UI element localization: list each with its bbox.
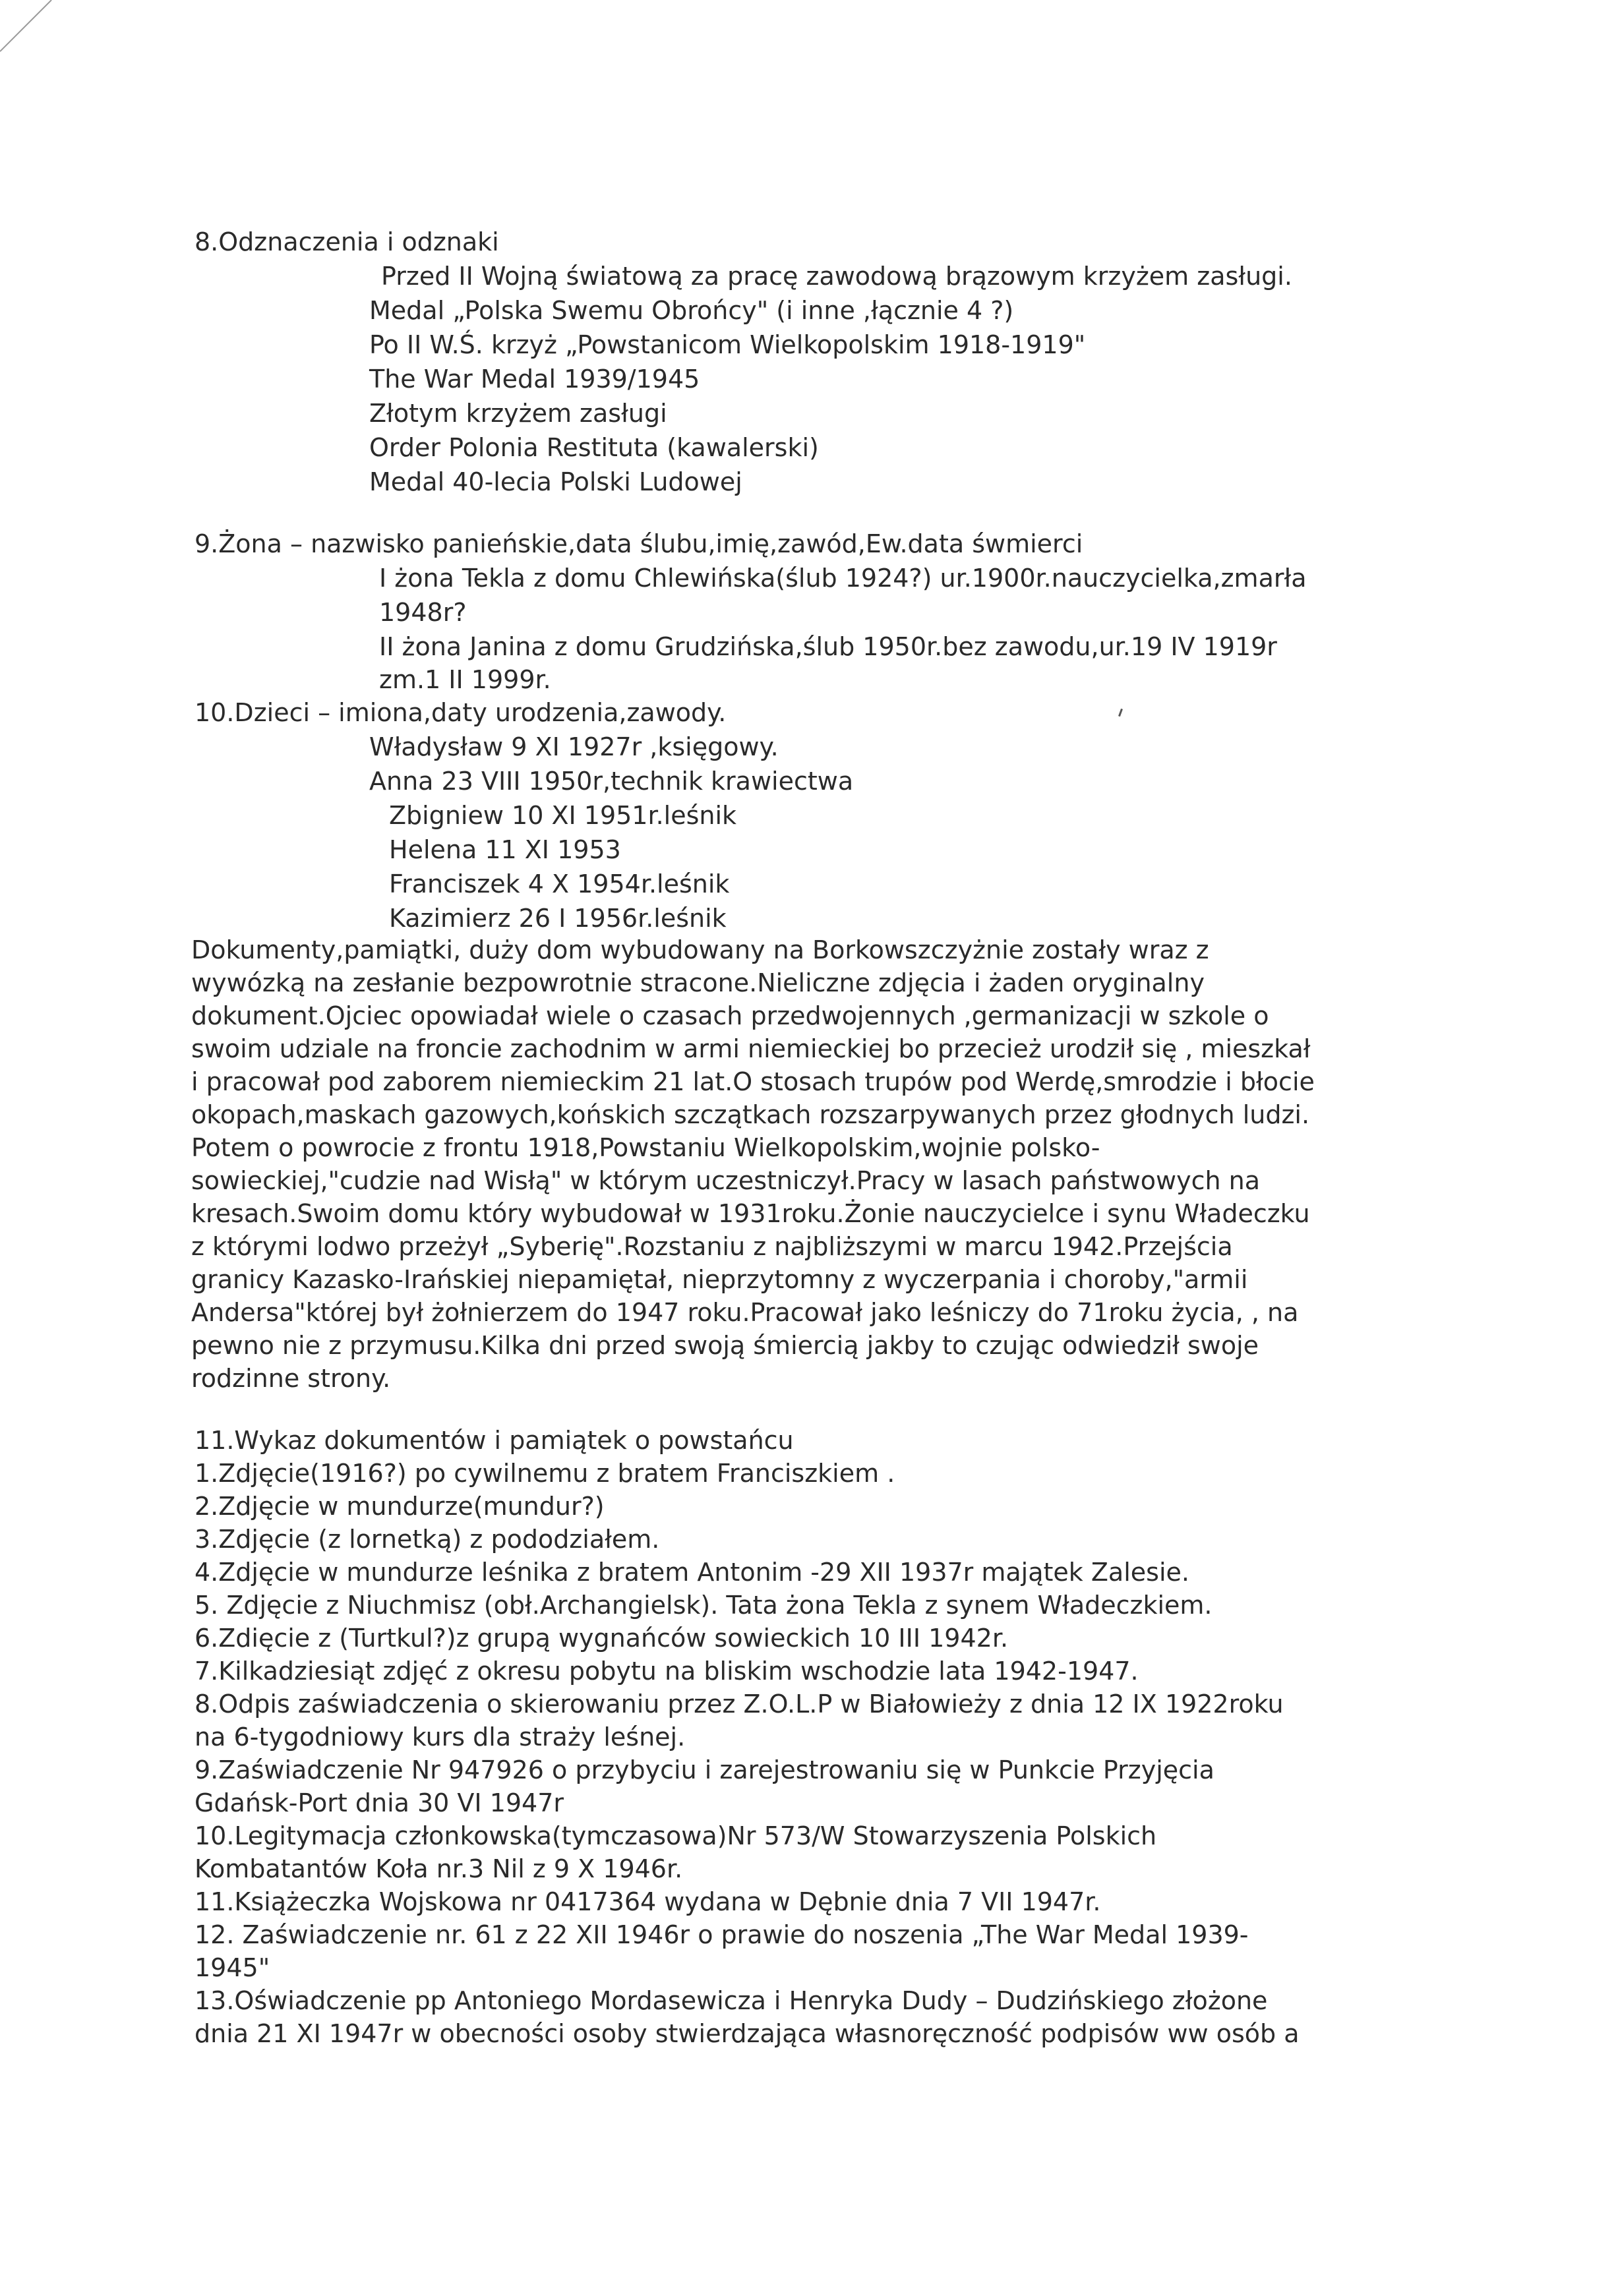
document-list-line: 9.Zaświadczenie Nr 947926 o przybyciu i zarejestrowaniu się w Punkcie Przyjęcia: [195, 1755, 1214, 1784]
narrative-line: swoim udziale na froncie zachodnim w armi niemieckiej bo przecież urodził się , mieszkał: [191, 1034, 1311, 1063]
document-list-line: 10.Legitymacja członkowska(tymczasowa)Nr 573/W Stowarzyszenia Polskich: [195, 1821, 1157, 1850]
page-corner-fold-mark: [0, 0, 53, 53]
document-list-line: 4.Zdjęcie w mundurze leśnika z bratem Antonim -29 XII 1937r majątek Zalesie.: [195, 1558, 1189, 1587]
award-line-7: Medal 40-lecia Polski Ludowej: [369, 467, 742, 496]
child-line-5: Franciszek 4 X 1954r.leśnik: [389, 869, 730, 898]
section-8-heading: 8.Odznaczenia i odznaki: [195, 227, 499, 256]
award-line-3: Po II W.Ś. krzyż „Powstanicom Wielkopolskim 1918-1919": [369, 330, 1086, 359]
document-list-line: 13.Oświadczenie pp Antoniego Mordasewicza i Henryka Dudy – Dudzińskiego złożone: [195, 1986, 1268, 2015]
narrative-line: Andersa"której był żołnierzem do 1947 roku.Pracował jako leśniczy do 71roku życia, , na: [191, 1298, 1299, 1327]
document-list-line: Gdańsk-Port dnia 30 VI 1947r: [195, 1788, 564, 1817]
child-line-4: Helena 11 XI 1953: [389, 835, 621, 864]
document-list-line: 7.Kilkadziesiąt zdjęć z okresu pobytu na bliskim wschodzie lata 1942-1947.: [195, 1657, 1139, 1686]
document-list-line: 11.Książeczka Wojskowa nr 0417364 wydana w Dębnie dnia 7 VII 1947r.: [195, 1887, 1101, 1916]
document-list-line: dnia 21 XI 1947r w obecności osoby stwierdzająca własnoręczność podpisów ww osób a: [195, 2019, 1300, 2048]
document-list-line: 5. Zdjęcie z Niuchmisz (obł.Archangielsk). Tata żona Tekla z synem Władeczkiem.: [195, 1591, 1213, 1620]
narrative-line: dokument.Ojciec opowiadał wiele o czasach przedwojennych ,germanizacji w szkole o: [191, 1001, 1269, 1030]
narrative-line: z którymi lodwo przeżył „Syberię".Rozstaniu z najbliższymi w marcu 1942.Przejścia: [191, 1232, 1233, 1261]
spouse-line-2: 1948r?: [379, 598, 467, 627]
narrative-line: pewno nie z przymusu.Kilka dni przed swoją śmiercią jakby to czując odwiedził swoje: [191, 1331, 1259, 1360]
stray-pen-mark: [1118, 709, 1123, 717]
narrative-line: okopach,maskach gazowych,końskich szczątkach rozszarpywanych przez głodnych ludzi.: [191, 1100, 1310, 1129]
narrative-line: wywózką na zesłanie bezpowrotnie stracone.Nieliczne zdjęcia i żaden oryginalny: [191, 968, 1205, 997]
award-line-2: Medal „Polska Swemu Obrońcy" (i inne ,łącznie 4 ?): [369, 296, 1014, 325]
award-line-6: Order Polonia Restituta (kawalerski): [369, 433, 819, 462]
section-10-heading: 10.Dzieci – imiona,daty urodzenia,zawody.: [195, 698, 727, 727]
narrative-line: i pracował pod zaborem niemieckim 21 lat.O stosach trupów pod Werdę,smrodzie i błocie: [191, 1067, 1315, 1096]
document-list-line: 8.Odpis zaświadczenia o skierowaniu przez Z.O.L.P w Białowieży z dnia 12 IX 1922roku: [195, 1690, 1284, 1719]
spouse-line-1: I żona Tekla z domu Chlewińska(ślub 1924?) ur.1900r.nauczycielka,zmarła: [379, 564, 1307, 593]
narrative-line: rodzinne strony.: [191, 1364, 391, 1393]
section-11-heading: 11.Wykaz dokumentów i pamiątek o powstańcu: [195, 1426, 794, 1455]
document-list-line: na 6-tygodniowy kurs dla straży leśnej.: [195, 1722, 686, 1751]
document-list-line: 2.Zdjęcie w mundurze(mundur?): [195, 1492, 605, 1521]
child-line-6: Kazimierz 26 I 1956r.leśnik: [389, 904, 727, 933]
award-line-5: Złotym krzyżem zasługi: [369, 399, 667, 428]
document-list-line: 12. Zaświadczenie nr. 61 z 22 XII 1946r o prawie do noszenia „The War Medal 1939-: [195, 1920, 1249, 1949]
document-list-line: 1945": [195, 1953, 270, 1982]
narrative-line: granicy Kazasko-Irańskiej niepamiętał, nieprzytomny z wyczerpania i choroby,"armii: [191, 1265, 1248, 1294]
narrative-line: Potem o powrocie z frontu 1918,Powstaniu Wielkopolskim,wojnie polsko-: [191, 1133, 1100, 1162]
narrative-line: sowieckiej,"cudzie nad Wisłą" w którym uczestniczył.Pracy w lasach państwowych na: [191, 1166, 1261, 1195]
section-9-heading: 9.Żona – nazwisko panieńskie,data ślubu,imię,zawód,Ew.data śwmierci: [195, 529, 1083, 558]
child-line-3: Zbigniew 10 XI 1951r.leśnik: [389, 801, 737, 830]
narrative-line: kresach.Swoim domu który wybudował w 1931roku.Żonie nauczycielce i synu Władeczku: [191, 1199, 1310, 1228]
child-line-2: Anna 23 VIII 1950r,technik krawiectwa: [369, 767, 854, 796]
document-list-line: Kombatantów Koła nr.3 Nil z 9 X 1946r.: [195, 1854, 683, 1883]
award-line-1: Przed II Wojną światową za pracę zawodową brązowym krzyżem zasługi.: [381, 262, 1292, 291]
document-list-line: 1.Zdjęcie(1916?) po cywilnemu z bratem Franciszkiem .: [195, 1459, 895, 1488]
child-line-1: Władysław 9 XI 1927r ,księgowy.: [369, 732, 779, 761]
spouse-line-3: II żona Janina z domu Grudzińska,ślub 1950r.bez zawodu,ur.19 IV 1919r: [379, 632, 1277, 661]
document-list-line: 6.Zdięcie z (Turtkul?)z grupą wygnańców sowieckich 10 III 1942r.: [195, 1624, 1009, 1653]
award-line-4: The War Medal 1939/1945: [369, 365, 700, 394]
narrative-line: Dokumenty,pamiątki, duży dom wybudowany na Borkowszczyżnie zostały wraz z: [191, 935, 1209, 964]
document-list-line: 3.Zdjęcie (z lornetką) z pododziałem.: [195, 1525, 660, 1554]
spouse-line-4: zm.1 II 1999r.: [379, 665, 551, 694]
